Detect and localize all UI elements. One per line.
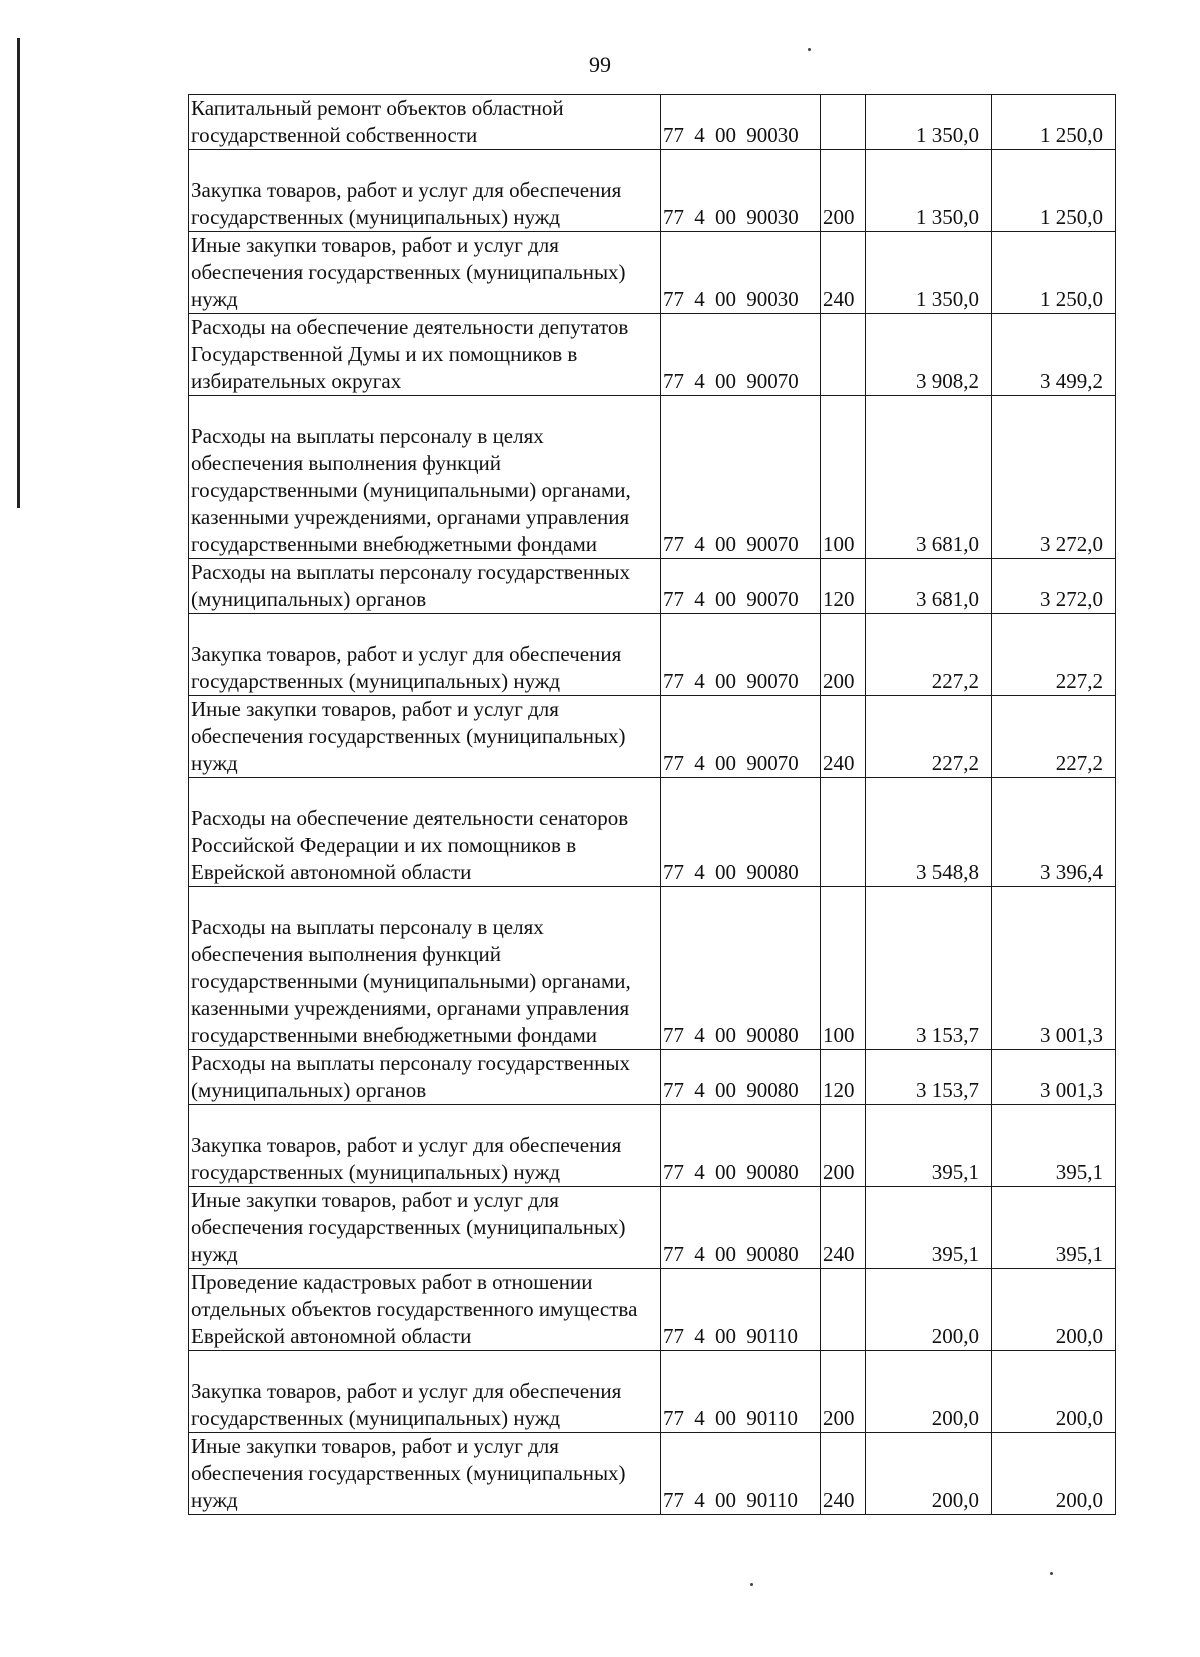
target-article-code-text: 77 4 00 90080 bbox=[663, 1023, 799, 1047]
expense-type-code-text: 200 bbox=[823, 1406, 855, 1430]
amount-second-year-cell bbox=[992, 1050, 1116, 1105]
expense-name-cell bbox=[189, 314, 661, 396]
amount-second-year-cell bbox=[992, 95, 1116, 150]
amount-second-year-cell bbox=[992, 1187, 1116, 1269]
amount-first-year-text: 200,0 bbox=[931, 1488, 979, 1512]
expense-type-code-cell bbox=[821, 1187, 866, 1269]
expense-name-cell bbox=[189, 1433, 661, 1515]
amount-first-year-text: 3 153,7 bbox=[916, 1078, 979, 1102]
table-row bbox=[189, 314, 1116, 396]
target-article-code-cell bbox=[661, 1433, 821, 1515]
target-article-code-cell bbox=[661, 1050, 821, 1105]
amount-second-year-text: 227,2 bbox=[1055, 669, 1103, 693]
amount-second-year-text: 3 272,0 bbox=[1040, 587, 1103, 611]
expense-name-cell bbox=[189, 778, 661, 887]
expense-name-text: Закупка товаров, работ и услуг для обеспечения государственных (муниципальных) нужд bbox=[191, 178, 622, 229]
amount-first-year-text: 395,1 bbox=[931, 1242, 979, 1266]
amount-second-year-cell bbox=[992, 887, 1116, 1050]
amount-first-year-cell bbox=[866, 1433, 992, 1515]
target-article-code-cell bbox=[661, 1105, 821, 1187]
amount-second-year-cell bbox=[992, 1351, 1116, 1433]
expense-name-text: Иные закупки товаров, работ и услуг для обеспечения государственных (муниципальных) нужд bbox=[191, 697, 626, 775]
table-row bbox=[189, 696, 1116, 778]
amount-first-year-text: 227,2 bbox=[931, 669, 979, 693]
table-row bbox=[189, 887, 1116, 1050]
amount-first-year-cell bbox=[866, 559, 992, 614]
table-row bbox=[189, 778, 1116, 887]
expense-name-cell bbox=[189, 1351, 661, 1433]
expense-name-cell bbox=[189, 887, 661, 1050]
expense-name-cell bbox=[189, 1187, 661, 1269]
amount-first-year-cell bbox=[866, 1187, 992, 1269]
table-row bbox=[189, 95, 1116, 150]
expense-name-cell bbox=[189, 1105, 661, 1187]
expense-type-code-text: 200 bbox=[823, 669, 855, 693]
amount-first-year-cell bbox=[866, 1351, 992, 1433]
expense-type-code-text: 240 bbox=[823, 751, 855, 775]
target-article-code-cell bbox=[661, 232, 821, 314]
expense-type-code-text: 120 bbox=[823, 1078, 855, 1102]
target-article-code-cell bbox=[661, 95, 821, 150]
target-article-code-cell bbox=[661, 696, 821, 778]
amount-first-year-text: 1 350,0 bbox=[916, 287, 979, 311]
amount-second-year-text: 395,1 bbox=[1055, 1242, 1103, 1266]
expense-name-text: Закупка товаров, работ и услуг для обеспечения государственных (муниципальных) нужд bbox=[191, 1379, 622, 1430]
amount-second-year-text: 200,0 bbox=[1055, 1324, 1103, 1348]
expense-type-code-cell bbox=[821, 396, 866, 559]
expense-type-code-text: 200 bbox=[823, 205, 855, 229]
amount-first-year-cell bbox=[866, 614, 992, 696]
target-article-code-cell bbox=[661, 887, 821, 1050]
expense-name-text: Расходы на обеспечение деятельности сенаторов Российской Федерации и их помощников в Еврейской автономной области bbox=[191, 806, 629, 884]
amount-second-year-text: 200,0 bbox=[1055, 1488, 1103, 1512]
scan-speck bbox=[750, 1583, 753, 1586]
amount-second-year-cell bbox=[992, 232, 1116, 314]
expense-name-cell bbox=[189, 614, 661, 696]
amount-second-year-cell bbox=[992, 614, 1116, 696]
table-row bbox=[189, 1351, 1116, 1433]
target-article-code-text: 77 4 00 90070 bbox=[663, 669, 799, 693]
expense-name-cell bbox=[189, 232, 661, 314]
amount-first-year-cell bbox=[866, 1105, 992, 1187]
amount-first-year-text: 3 908,2 bbox=[916, 369, 979, 393]
amount-second-year-cell bbox=[992, 1105, 1116, 1187]
amount-second-year-cell bbox=[992, 696, 1116, 778]
target-article-code-cell bbox=[661, 614, 821, 696]
amount-first-year-text: 1 350,0 bbox=[916, 205, 979, 229]
amount-first-year-text: 3 681,0 bbox=[916, 587, 979, 611]
amount-second-year-cell bbox=[992, 1433, 1116, 1515]
expense-name-cell bbox=[189, 696, 661, 778]
amount-second-year-text: 1 250,0 bbox=[1040, 205, 1103, 229]
target-article-code-text: 77 4 00 90030 bbox=[663, 205, 799, 229]
target-article-code-cell bbox=[661, 1269, 821, 1351]
amount-first-year-text: 200,0 bbox=[931, 1324, 979, 1348]
target-article-code-text: 77 4 00 90070 bbox=[663, 751, 799, 775]
expense-name-text: Проведение кадастровых работ в отношении отдельных объектов государственного имущества Еврейской автономной области bbox=[191, 1270, 638, 1348]
target-article-code-text: 77 4 00 90110 bbox=[663, 1488, 798, 1512]
scan-speck bbox=[808, 48, 811, 51]
table-row bbox=[189, 1269, 1116, 1351]
expense-name-cell bbox=[189, 1050, 661, 1105]
table-row bbox=[189, 1105, 1116, 1187]
target-article-code-cell bbox=[661, 778, 821, 887]
expense-type-code-cell bbox=[821, 95, 866, 150]
target-article-code-text: 77 4 00 90070 bbox=[663, 369, 799, 393]
expense-type-code-text: 200 bbox=[823, 1160, 855, 1184]
amount-second-year-cell bbox=[992, 150, 1116, 232]
expense-type-code-cell bbox=[821, 1351, 866, 1433]
expense-type-code-cell bbox=[821, 1433, 866, 1515]
expense-name-cell bbox=[189, 1269, 661, 1351]
budget-table-body bbox=[189, 95, 1116, 1515]
amount-first-year-text: 200,0 bbox=[931, 1406, 979, 1430]
expense-type-code-cell bbox=[821, 778, 866, 887]
target-article-code-text: 77 4 00 90110 bbox=[663, 1406, 798, 1430]
amount-first-year-text: 1 350,0 bbox=[916, 123, 979, 147]
table-row bbox=[189, 614, 1116, 696]
expense-type-code-cell bbox=[821, 1050, 866, 1105]
table-row bbox=[189, 1050, 1116, 1105]
amount-first-year-cell bbox=[866, 396, 992, 559]
expense-type-code-cell bbox=[821, 1269, 866, 1351]
target-article-code-text: 77 4 00 90080 bbox=[663, 1242, 799, 1266]
amount-second-year-cell bbox=[992, 314, 1116, 396]
binding-margin-line bbox=[17, 38, 20, 508]
expense-name-text: Иные закупки товаров, работ и услуг для обеспечения государственных (муниципальных) нужд bbox=[191, 233, 626, 311]
budget-table bbox=[188, 94, 1116, 1515]
amount-first-year-cell bbox=[866, 778, 992, 887]
amount-second-year-cell bbox=[992, 559, 1116, 614]
expense-name-text: Закупка товаров, работ и услуг для обеспечения государственных (муниципальных) нужд bbox=[191, 642, 622, 693]
expense-type-code-cell bbox=[821, 559, 866, 614]
target-article-code-text: 77 4 00 90030 bbox=[663, 123, 799, 147]
amount-second-year-cell bbox=[992, 396, 1116, 559]
target-article-code-cell bbox=[661, 1187, 821, 1269]
amount-first-year-cell bbox=[866, 887, 992, 1050]
amount-second-year-text: 3 272,0 bbox=[1040, 532, 1103, 556]
table-row bbox=[189, 559, 1116, 614]
target-article-code-text: 77 4 00 90110 bbox=[663, 1324, 798, 1348]
amount-first-year-cell bbox=[866, 1050, 992, 1105]
table-row bbox=[189, 1187, 1116, 1269]
expense-name-text: Иные закупки товаров, работ и услуг для обеспечения государственных (муниципальных) нужд bbox=[191, 1434, 626, 1512]
amount-first-year-cell bbox=[866, 314, 992, 396]
expense-type-code-text: 240 bbox=[823, 287, 855, 311]
target-article-code-cell bbox=[661, 314, 821, 396]
target-article-code-text: 77 4 00 90070 bbox=[663, 587, 799, 611]
expense-name-text: Расходы на выплаты персоналу в целях обеспечения выполнения функций государственными (муниципальными) органами, казенными учреждениями, органами управления государственными внебюджетными фондами bbox=[191, 915, 631, 1047]
amount-first-year-text: 395,1 bbox=[931, 1160, 979, 1184]
expense-name-text: Иные закупки товаров, работ и услуг для обеспечения государственных (муниципальных) нужд bbox=[191, 1188, 626, 1266]
target-article-code-cell bbox=[661, 150, 821, 232]
amount-first-year-cell bbox=[866, 696, 992, 778]
table-row bbox=[189, 396, 1116, 559]
amount-second-year-text: 200,0 bbox=[1055, 1406, 1103, 1430]
page-number: 99 bbox=[589, 52, 611, 77]
target-article-code-cell bbox=[661, 396, 821, 559]
expense-type-code-cell bbox=[821, 1105, 866, 1187]
amount-second-year-text: 1 250,0 bbox=[1040, 287, 1103, 311]
target-article-code-cell bbox=[661, 1351, 821, 1433]
expense-type-code-text: 240 bbox=[823, 1488, 855, 1512]
amount-second-year-text: 3 499,2 bbox=[1040, 369, 1103, 393]
amount-first-year-cell bbox=[866, 95, 992, 150]
amount-second-year-text: 395,1 bbox=[1055, 1160, 1103, 1184]
table-row bbox=[189, 232, 1116, 314]
amount-first-year-cell bbox=[866, 1269, 992, 1351]
expense-type-code-cell bbox=[821, 696, 866, 778]
amount-second-year-text: 227,2 bbox=[1055, 751, 1103, 775]
expense-type-code-cell bbox=[821, 232, 866, 314]
target-article-code-text: 77 4 00 90080 bbox=[663, 1078, 799, 1102]
expense-name-cell bbox=[189, 150, 661, 232]
expense-name-text: Капитальный ремонт объектов областной государственной собственности bbox=[191, 96, 564, 147]
target-article-code-cell bbox=[661, 559, 821, 614]
expense-name-text: Расходы на обеспечение деятельности депутатов Государственной Думы и их помощников в избирательных округах bbox=[191, 315, 629, 393]
expense-type-code-text: 120 bbox=[823, 587, 855, 611]
amount-first-year-cell bbox=[866, 232, 992, 314]
target-article-code-text: 77 4 00 90080 bbox=[663, 1160, 799, 1184]
target-article-code-text: 77 4 00 90070 bbox=[663, 532, 799, 556]
amount-first-year-text: 227,2 bbox=[931, 751, 979, 775]
amount-first-year-text: 3 548,8 bbox=[916, 860, 979, 884]
expense-name-text: Расходы на выплаты персоналу в целях обеспечения выполнения функций государственными (муниципальными) органами, казенными учреждениями, органами управления государственными внебюджетными фондами bbox=[191, 424, 631, 556]
target-article-code-text: 77 4 00 90030 bbox=[663, 287, 799, 311]
expense-type-code-text: 240 bbox=[823, 1242, 855, 1266]
amount-first-year-cell bbox=[866, 150, 992, 232]
amount-second-year-text: 1 250,0 bbox=[1040, 123, 1103, 147]
table-row bbox=[189, 150, 1116, 232]
scan-speck bbox=[1050, 1572, 1053, 1575]
expense-name-cell bbox=[189, 559, 661, 614]
amount-second-year-cell bbox=[992, 1269, 1116, 1351]
expense-type-code-cell bbox=[821, 887, 866, 1050]
expense-name-text: Расходы на выплаты персоналу государственных (муниципальных) органов bbox=[191, 560, 630, 611]
amount-second-year-text: 3 001,3 bbox=[1040, 1023, 1103, 1047]
target-article-code-text: 77 4 00 90080 bbox=[663, 860, 799, 884]
expense-name-text: Расходы на выплаты персоналу государственных (муниципальных) органов bbox=[191, 1051, 630, 1102]
expense-name-cell bbox=[189, 396, 661, 559]
expense-name-cell bbox=[189, 95, 661, 150]
expense-type-code-cell bbox=[821, 150, 866, 232]
amount-second-year-text: 3 001,3 bbox=[1040, 1078, 1103, 1102]
expense-type-code-text: 100 bbox=[823, 1023, 855, 1047]
amount-second-year-cell bbox=[992, 778, 1116, 887]
amount-first-year-text: 3 681,0 bbox=[916, 532, 979, 556]
expense-type-code-cell bbox=[821, 314, 866, 396]
amount-first-year-text: 3 153,7 bbox=[916, 1023, 979, 1047]
expense-name-text: Закупка товаров, работ и услуг для обеспечения государственных (муниципальных) нужд bbox=[191, 1133, 622, 1184]
expense-type-code-text: 100 bbox=[823, 532, 855, 556]
amount-second-year-text: 3 396,4 bbox=[1040, 860, 1103, 884]
expense-type-code-cell bbox=[821, 614, 866, 696]
table-row bbox=[189, 1433, 1116, 1515]
